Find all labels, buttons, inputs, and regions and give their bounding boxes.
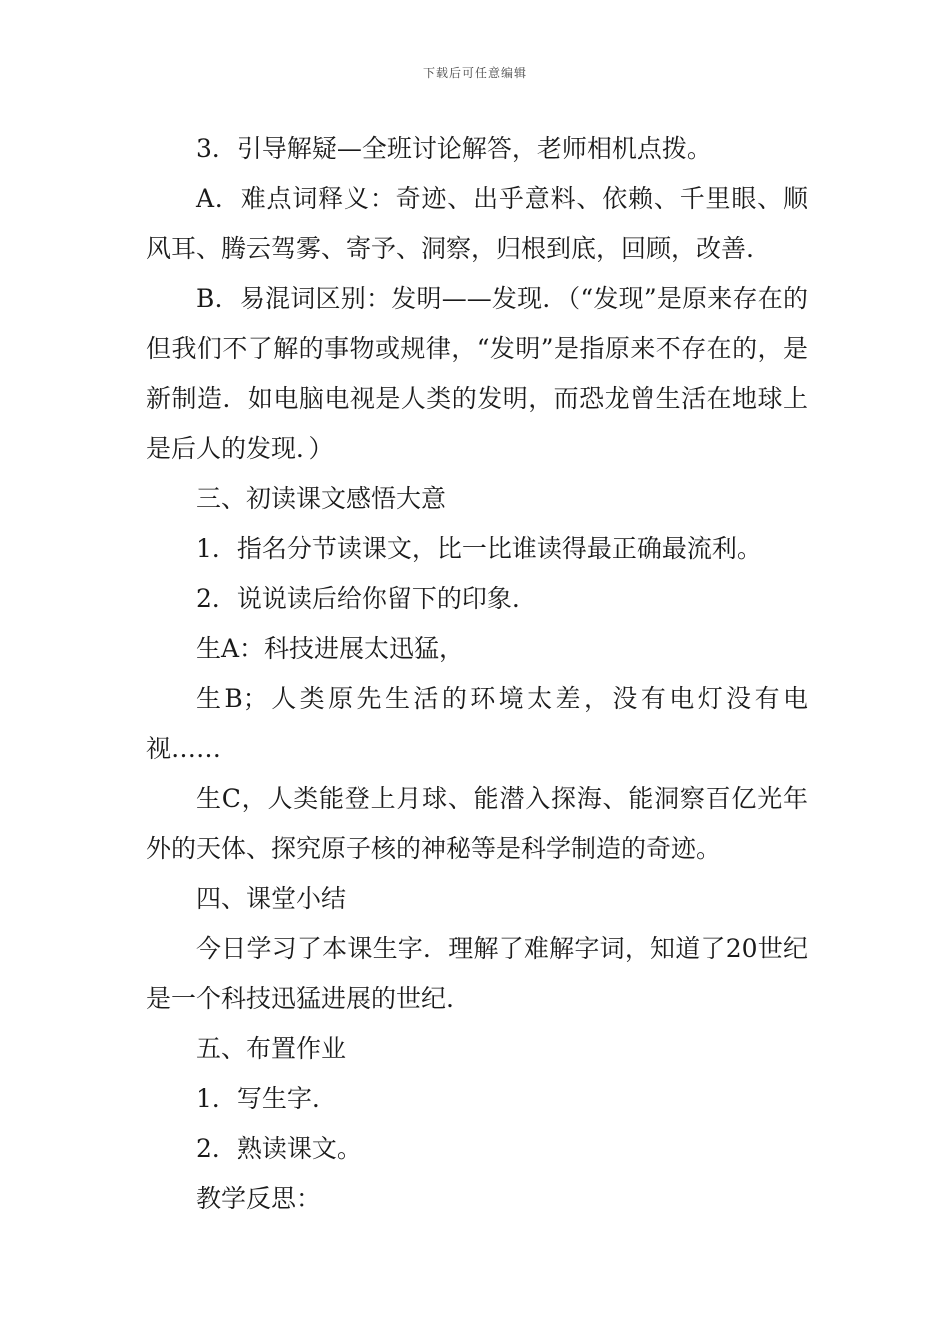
paragraph-summary: 今日学习了本课生字．理解了难解字词，知道了20世纪是一个科技迅猛进展的世纪. xyxy=(146,934,808,1013)
paragraph-student-a: 生A：科技进展太迅猛， xyxy=(196,634,465,663)
document-body xyxy=(146,124,808,1224)
paragraph-read-aloud: 1．指名分节读课文，比一比谁读得最正确最流利。 xyxy=(196,534,762,563)
section-heading-first-reading: 三、初读课文感悟大意 xyxy=(196,484,447,513)
paragraph-homework-2: 2．熟读课文。 xyxy=(196,1134,362,1163)
paragraph-homework-1: 1．写生字. xyxy=(196,1084,320,1113)
paragraph-student-b: 生B；人类原先生活的环境太差，没有电灯没有电视…… xyxy=(146,684,808,763)
paragraph-impressions: 2．说说读后给你留下的印象. xyxy=(196,584,520,613)
paragraph-difficult-words: A．难点词释义：奇迹、出乎意料、依赖、千里眼、顺风耳、腾云驾雾、寄予、洞察，归根到底，回顾，改善. xyxy=(146,184,808,263)
paragraph-student-c: 生C，人类能登上月球、能潜入探海、能洞察百亿光年外的天体、探究原子核的神秘等是科学制造的奇迹。 xyxy=(146,784,808,863)
page-header: 下载后可任意编辑 xyxy=(422,66,527,80)
paragraph-guide-discussion: 3．引导解疑—全班讨论解答，老师相机点拨。 xyxy=(196,134,712,163)
section-heading-homework: 五、布置作业 xyxy=(196,1034,347,1063)
paragraph-confusable-words: B．易混词区别：发明——发现．（“发现”是原来存在的但我们不了解的事物或规律，“发明”是指原来不存在的，是新制造．如电脑电视是人类的发明，而恐龙曾生活在地球上是后人的发现．） xyxy=(146,284,808,463)
paragraph-reflection: 教学反思： xyxy=(196,1184,322,1213)
section-heading-summary: 四、课堂小结 xyxy=(196,884,347,913)
